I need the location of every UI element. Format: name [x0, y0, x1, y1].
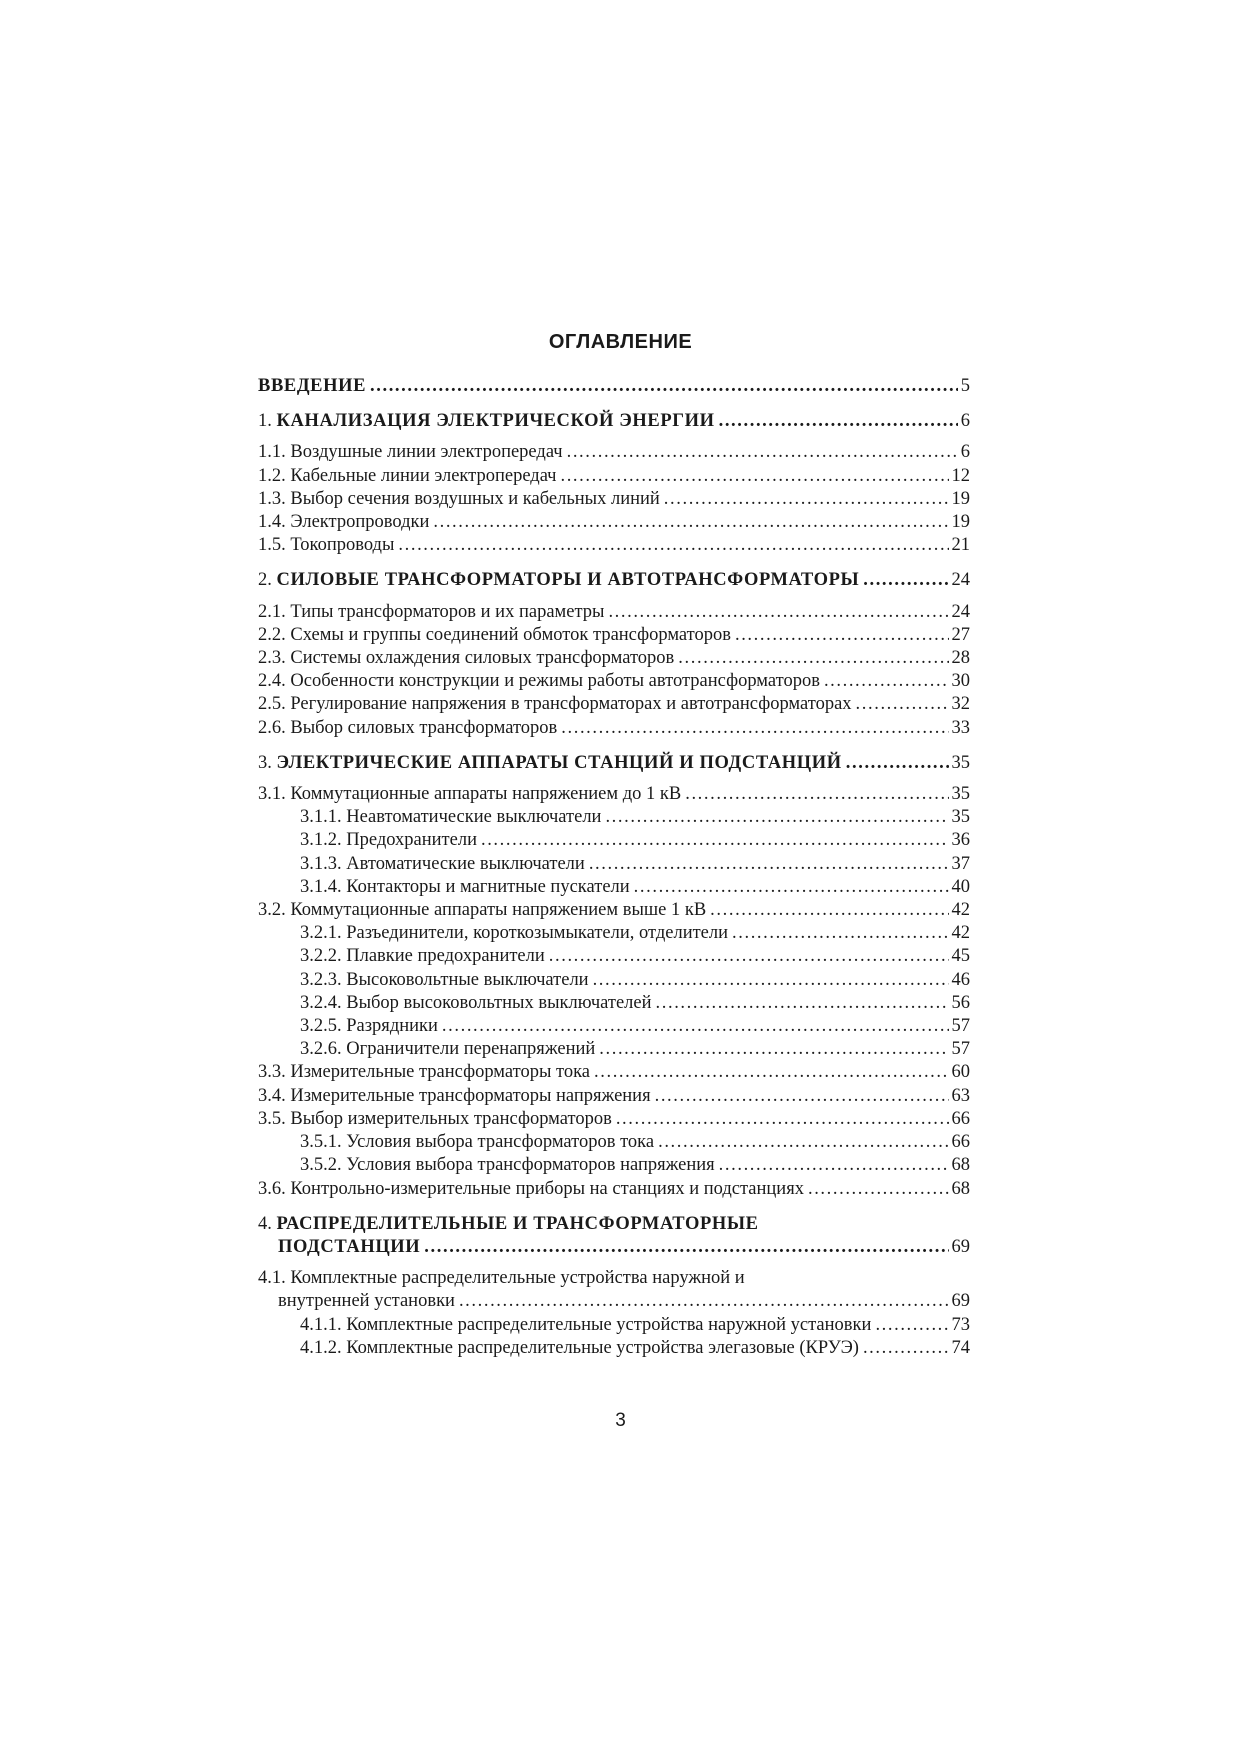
- dot-leader: [560, 465, 948, 488]
- toc-entry-label: 3.4. Измерительные трансформаторы напряжения: [258, 1085, 651, 1106]
- toc-entry: [258, 488, 970, 511]
- toc-chapter-1-items: [258, 441, 970, 557]
- toc-entry-sub: [258, 969, 970, 992]
- toc-entry-sub: [258, 1038, 970, 1061]
- toc-chapter-3-items: [258, 783, 970, 1201]
- toc-chapter-label: [258, 410, 715, 433]
- chapter-number: 3.: [258, 752, 277, 773]
- dot-leader: [608, 601, 948, 624]
- toc-chapter-label: [258, 752, 842, 775]
- toc-entry-page: 6: [960, 442, 970, 463]
- toc-entry-label: 3.2.2. Плавкие предохранители: [300, 946, 545, 967]
- dot-leader: [655, 1085, 949, 1108]
- toc-entry-page: 19: [951, 488, 970, 509]
- toc-entry-label: 3.2.4. Выбор высоковольтных выключателей: [300, 992, 652, 1013]
- toc-entry-label: 2.4. Особенности конструкции и режимы работы автотрансформаторов: [258, 671, 820, 692]
- toc-entry: [258, 534, 970, 557]
- toc-entry-page: 37: [951, 853, 970, 874]
- chapter-title-line1: РАСПРЕДЕЛИТЕЛЬНЫЕ И ТРАНСФОРМАТОРНЫЕ: [276, 1213, 759, 1234]
- toc-entry-label: 3.2.5. Разрядники: [300, 1016, 438, 1037]
- toc-entry-page: 69: [951, 1236, 970, 1257]
- toc-chapter-4: [258, 1213, 970, 1259]
- chapter-title: КАНАЛИЗАЦИЯ ЭЛЕКТРИЧЕСКОЙ ЭНЕРГИИ: [276, 411, 715, 432]
- toc-entry: [258, 511, 970, 534]
- toc-entry-page: 57: [951, 1039, 970, 1060]
- toc-chapter-label: [258, 569, 859, 592]
- toc-entry: [258, 1085, 970, 1108]
- toc-entry-label: 3.5.1. Условия выбора трансформаторов тока: [300, 1132, 655, 1153]
- toc-entry-page: 69: [951, 1291, 970, 1312]
- toc-entry-label-line1: 4.1. Комплектные распределительные устройства наружной и: [258, 1268, 745, 1289]
- toc-entry-page: 33: [951, 717, 970, 738]
- toc-entry-page: 27: [951, 624, 970, 645]
- toc-entry-sub: [258, 806, 970, 829]
- chapter-number: 4.: [258, 1213, 277, 1234]
- toc-entry-label: 2.3. Системы охлаждения силовых трансформаторов: [258, 648, 675, 669]
- toc-chapter-2: [258, 569, 970, 592]
- toc-entry-intro: [258, 375, 970, 398]
- toc-entry: [258, 1178, 970, 1201]
- toc-entry-page: 21: [951, 535, 970, 556]
- dot-leader: [658, 1131, 948, 1154]
- dot-leader: [605, 806, 948, 829]
- toc-entry-label: 2.1. Типы трансформаторов и их параметры: [258, 601, 605, 622]
- chapter-number: 2.: [258, 570, 277, 591]
- toc-entry-label: 1.3. Выбор сечения воздушных и кабельных линий: [258, 488, 660, 509]
- dot-leader: [424, 1236, 948, 1259]
- dot-leader: [442, 1015, 949, 1038]
- toc-entry: [258, 601, 970, 624]
- toc-entry-label: 3.6. Контрольно-измерительные приборы на станциях и подстанциях: [258, 1178, 804, 1199]
- toc-entry-page: 57: [951, 1016, 970, 1037]
- dot-leader: [856, 693, 949, 716]
- toc-entry-label: 3.2.3. Высоковольтные выключатели: [300, 969, 589, 990]
- dot-leader: [561, 717, 948, 740]
- toc-entry-label: 2.5. Регулирование напряжения в трансформаторах и автотрансформаторах: [258, 694, 852, 715]
- toc-entry: [258, 693, 970, 716]
- toc-entry-page: 42: [951, 923, 970, 944]
- toc-entry: [258, 783, 970, 806]
- toc-entry-sub: [258, 922, 970, 945]
- toc-entry-page: 32: [951, 694, 970, 715]
- toc-entry-label: 3.3. Измерительные трансформаторы тока: [258, 1062, 591, 1083]
- dot-leader: [863, 569, 948, 592]
- dot-leader: [710, 899, 948, 922]
- toc-entry-page: 42: [951, 900, 970, 921]
- toc-entry: [258, 670, 970, 693]
- toc-entry-sub: [258, 945, 970, 968]
- dot-leader: [678, 647, 948, 670]
- chapter-number: 1.: [258, 411, 277, 432]
- toc-chapter-1: [258, 410, 970, 433]
- toc-chapter-3: [258, 752, 970, 775]
- toc-entry-page: 66: [951, 1132, 970, 1153]
- chapter-title-line2: ПОДСТАНЦИИ: [278, 1236, 421, 1257]
- dot-leader: [719, 1154, 949, 1177]
- toc-entry-wrapped: [258, 1267, 970, 1290]
- toc-entry: [258, 647, 970, 670]
- toc-entry-label: 4.1.1. Комплектные распределительные устройства наружной установки: [300, 1314, 872, 1335]
- toc-entry: [258, 624, 970, 647]
- toc-entry: [258, 465, 970, 488]
- toc-entry-page: 46: [951, 969, 970, 990]
- toc-entry-page: 35: [951, 807, 970, 828]
- toc-entry-label: 3.1.1. Неавтоматические выключатели: [300, 807, 602, 828]
- dot-leader: [846, 752, 949, 775]
- toc-entry-label: 2.2. Схемы и группы соединений обмоток трансформаторов: [258, 624, 731, 645]
- table-of-contents: [258, 375, 970, 1360]
- dot-leader: [719, 410, 958, 433]
- toc-entry-page: 73: [951, 1314, 970, 1335]
- toc-chapter-4-line2: [258, 1236, 970, 1259]
- toc-entry-page: 40: [951, 876, 970, 897]
- toc-entry-page: 12: [951, 465, 970, 486]
- toc-entry-sub: [258, 876, 970, 899]
- toc-entry-page: 74: [951, 1337, 970, 1358]
- toc-entry-page: 56: [951, 992, 970, 1013]
- dot-leader: [594, 1061, 948, 1084]
- toc-entry-sub: [258, 1154, 970, 1177]
- toc-entry: [258, 717, 970, 740]
- toc-entry-label: ВВЕДЕНИЕ: [258, 376, 367, 396]
- toc-chapter-label: [258, 1213, 970, 1236]
- dot-leader: [567, 441, 958, 464]
- toc-chapter-2-items: [258, 601, 970, 740]
- dot-leader: [735, 624, 949, 647]
- toc-entry-label: 3.2.6. Ограничители перенапряжений: [300, 1039, 596, 1060]
- toc-chapter-4-items: [258, 1267, 970, 1360]
- toc-entry-page: 45: [951, 946, 970, 967]
- toc-entry-page: 66: [951, 1108, 970, 1129]
- dot-leader: [808, 1178, 949, 1201]
- toc-entry-sub: [258, 1337, 970, 1360]
- chapter-title: СИЛОВЫЕ ТРАНСФОРМАТОРЫ И АВТОТРАНСФОРМАТОРЫ: [276, 570, 860, 591]
- toc-entry-label: 3.1.3. Автоматические выключатели: [300, 853, 585, 874]
- dot-leader: [875, 1314, 948, 1337]
- dot-leader: [634, 876, 949, 899]
- dot-leader: [589, 853, 949, 876]
- toc-entry-page: 6: [960, 411, 970, 432]
- dot-leader: [481, 829, 949, 852]
- toc-entry: [258, 1061, 970, 1084]
- toc-entry-page: 68: [951, 1178, 970, 1199]
- toc-entry-page: 24: [951, 570, 970, 591]
- toc-entry-sub: [258, 992, 970, 1015]
- toc-entry-page: 60: [951, 1062, 970, 1083]
- toc-entry-label: 1.2. Кабельные линии электропередач: [258, 465, 557, 486]
- toc-entry-label: 4.1.2. Комплектные распределительные устройства элегазовые (КРУЭ): [300, 1337, 859, 1358]
- toc-entry-page: 35: [951, 784, 970, 805]
- toc-entry-label: 3.1.2. Предохранители: [300, 830, 477, 851]
- toc-entry: [258, 441, 970, 464]
- toc-entry-label: 3.1. Коммутационные аппараты напряжением до 1 кВ: [258, 784, 682, 805]
- toc-entry: [258, 1108, 970, 1131]
- toc-entry: [258, 1290, 970, 1313]
- dot-leader: [732, 922, 948, 945]
- toc-entry-sub: [258, 1314, 970, 1337]
- dot-leader: [593, 969, 949, 992]
- dot-leader: [398, 534, 948, 557]
- toc-entry-page: 35: [951, 752, 970, 773]
- dot-leader: [824, 670, 949, 693]
- toc-entry-label: 3.5.2. Условия выбора трансформаторов напряжения: [300, 1155, 715, 1176]
- toc-entry-page: 24: [951, 601, 970, 622]
- dot-leader: [664, 488, 949, 511]
- toc-entry-sub: [258, 829, 970, 852]
- toc-entry-page: 68: [951, 1155, 970, 1176]
- toc-entry-page: 63: [951, 1085, 970, 1106]
- toc-entry-sub: [258, 1015, 970, 1038]
- dot-leader: [685, 783, 948, 806]
- toc-entry-page: 5: [960, 376, 970, 396]
- page-number: 3: [615, 1410, 626, 1431]
- toc-entry-label: 3.2.1. Разъединители, короткозымыкатели, отделители: [300, 923, 729, 944]
- toc-entry-page: 30: [951, 671, 970, 692]
- dot-leader: [599, 1038, 948, 1061]
- dot-leader: [656, 992, 949, 1015]
- toc-entry-label: 1.4. Электропроводки: [258, 512, 430, 533]
- toc-entry-label: 3.2. Коммутационные аппараты напряжением выше 1 кВ: [258, 900, 707, 921]
- dot-leader: [370, 375, 958, 398]
- dot-leader: [863, 1337, 949, 1360]
- dot-leader: [616, 1108, 949, 1131]
- toc-entry-page: 19: [951, 512, 970, 533]
- page-title: ОГЛАВЛЕНИЕ: [548, 331, 693, 353]
- toc-entry-label: 1.1. Воздушные линии электропередач: [258, 442, 563, 463]
- dot-leader: [433, 511, 948, 534]
- toc-entry-label: 2.6. Выбор силовых трансформаторов: [258, 717, 558, 738]
- chapter-title: ЭЛЕКТРИЧЕСКИЕ АППАРАТЫ СТАНЦИЙ И ПОДСТАНЦИЙ: [276, 752, 842, 773]
- dot-leader: [459, 1290, 949, 1313]
- toc-entry-label-line2: внутренней установки: [278, 1291, 455, 1312]
- toc-entry-page: 28: [951, 648, 970, 669]
- toc-entry-page: 36: [951, 830, 970, 851]
- toc-entry-sub: [258, 1131, 970, 1154]
- toc-entry: [258, 899, 970, 922]
- toc-entry-sub: [258, 853, 970, 876]
- toc-entry-label: 1.5. Токопроводы: [258, 535, 395, 556]
- toc-entry-label: 3.1.4. Контакторы и магнитные пускатели: [300, 876, 630, 897]
- dot-leader: [549, 945, 949, 968]
- toc-entry-label: 3.5. Выбор измерительных трансформаторов: [258, 1108, 612, 1129]
